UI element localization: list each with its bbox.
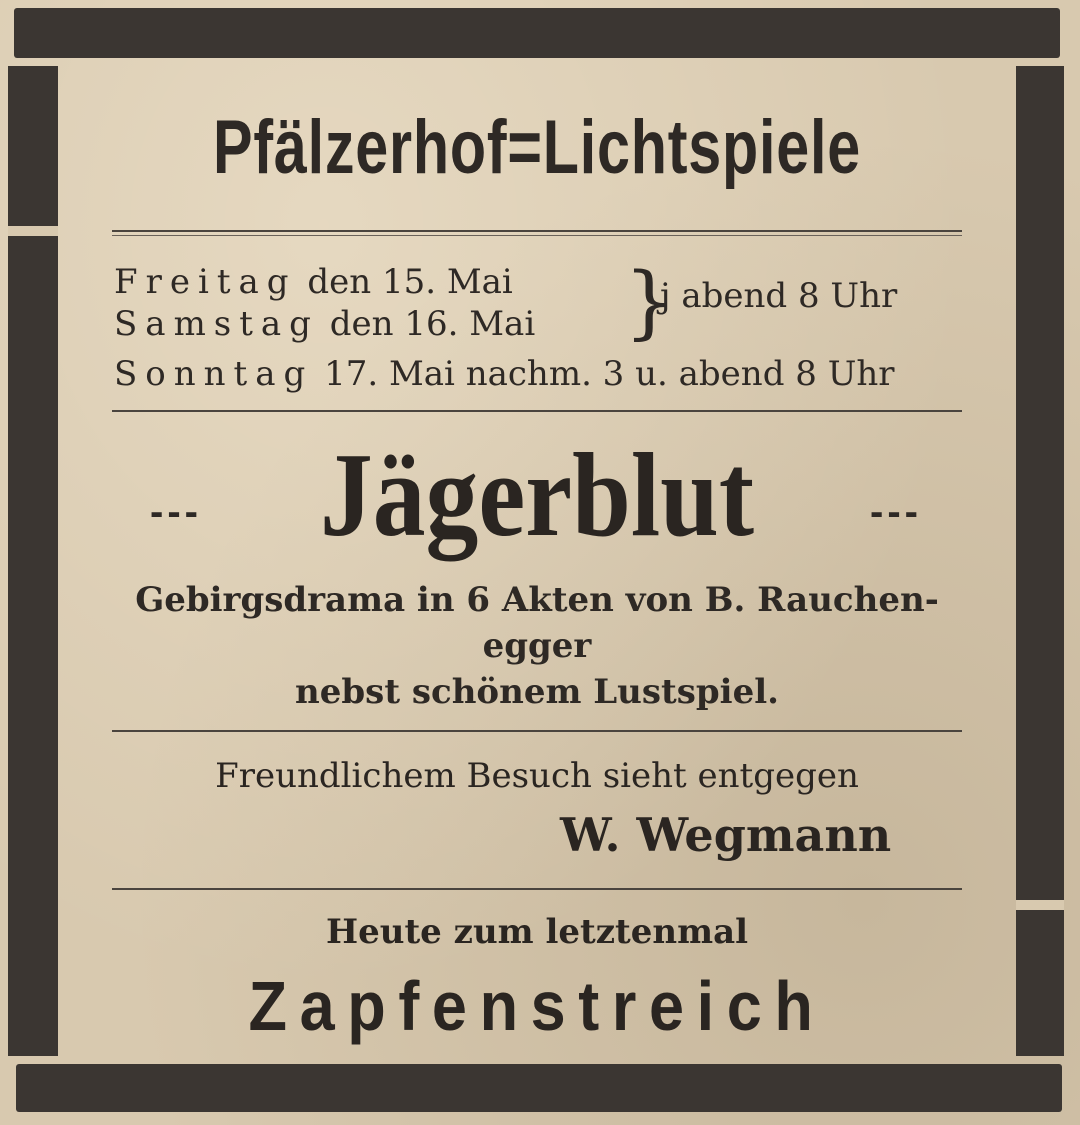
frame-top-border: [14, 8, 1060, 58]
friday-line: [114, 262, 513, 302]
movie-description-line2: egger: [482, 626, 592, 666]
frame-bottom-border: [16, 1064, 1062, 1112]
saturday-day: Samstag: [114, 304, 319, 344]
feature-title-row: [112, 430, 962, 570]
saturday-date: den 16. Mai: [329, 304, 536, 344]
supporting-program: nebst schönem Lustspiel.: [295, 672, 779, 712]
signature: W. Wegmann: [560, 808, 892, 862]
date-brace: }: [624, 255, 675, 348]
closing-divider: [112, 888, 962, 890]
dash-right: ---: [870, 490, 922, 534]
frame-left-border: [8, 66, 58, 1056]
friday-date: den 15. Mai: [307, 262, 513, 302]
saturday-line: [114, 304, 535, 344]
friday-day: Freitag: [114, 262, 297, 302]
feature-divider: [112, 730, 962, 732]
fri-sat-time: j abend 8 Uhr: [660, 276, 898, 316]
title-divider: [112, 230, 962, 236]
sunday-line: [114, 354, 895, 394]
dash-left: ---: [150, 490, 202, 534]
cinema-title: Pfälzerhof=Lichtspiele: [212, 105, 861, 190]
last-showing-label: Heute zum letztenmal: [325, 912, 749, 952]
movie-title: Jägerblut: [319, 428, 755, 561]
schedule-divider: [112, 410, 962, 412]
frame-right-gap: [1016, 900, 1064, 910]
welcome-text: Freundlichem Besuch sieht entgegen: [215, 756, 859, 796]
movie-description-line1: Gebirgsdrama in 6 Akten von B. Rauchen-: [135, 580, 939, 620]
sunday-day: Sonntag: [114, 354, 314, 394]
frame-left-gap: [8, 226, 58, 236]
sunday-times: 17. Mai nachm. 3 u. abend 8 Uhr: [324, 354, 895, 394]
last-showing-title: Zapfenstreich: [248, 967, 826, 1045]
